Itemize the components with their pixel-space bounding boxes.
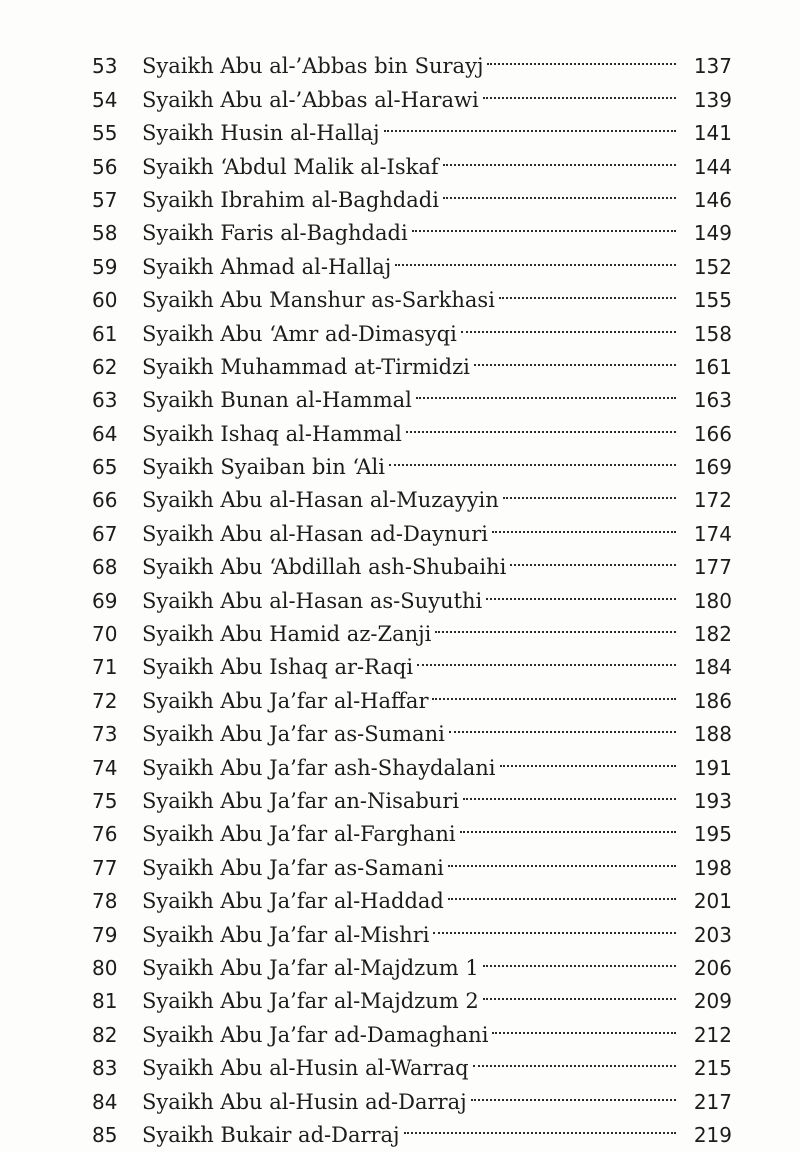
entry-number: 54 bbox=[92, 87, 118, 112]
entry-page-number: 149 bbox=[693, 221, 732, 246]
dot-leader bbox=[474, 341, 676, 374]
entry-page-number: 195 bbox=[693, 822, 732, 847]
entry-page-number: 169 bbox=[693, 455, 732, 480]
entry-title: Syaikh Abu Hamid az-Zanji bbox=[142, 622, 432, 647]
entry-title: Syaikh Abu al-’Abbas al-Harawi bbox=[142, 87, 479, 112]
entry-page-number: 191 bbox=[693, 755, 732, 780]
entry-page-number: 215 bbox=[693, 1056, 732, 1081]
entry-title: Syaikh Faris al-Baghdadi bbox=[142, 221, 408, 246]
entry-number: 69 bbox=[92, 588, 118, 613]
dot-leader bbox=[448, 841, 676, 874]
entry-page-number: 182 bbox=[693, 622, 732, 647]
entry-number: 62 bbox=[92, 354, 118, 379]
dot-leader bbox=[483, 942, 676, 975]
entry-number: 85 bbox=[92, 1122, 118, 1147]
dot-leader bbox=[486, 574, 676, 607]
entry-number: 59 bbox=[92, 254, 118, 279]
dot-leader bbox=[384, 107, 676, 140]
dot-leader bbox=[503, 474, 676, 507]
entry-page-number: 180 bbox=[693, 588, 732, 613]
entry-title: Syaikh Ishaq al-Hammal bbox=[142, 421, 402, 446]
dot-leader bbox=[416, 374, 676, 407]
entry-title: Syaikh Abu Ja’far al-Majdzum 2 bbox=[142, 989, 479, 1014]
entry-title: Syaikh Abu ‘Abdillah ash-Shubaihi bbox=[142, 555, 507, 580]
dot-leader bbox=[389, 441, 676, 474]
entry-page-number: 158 bbox=[693, 321, 732, 346]
entry-title: Syaikh Abu Ja’far an-Nisaburi bbox=[142, 788, 460, 813]
entry-page-number: 139 bbox=[693, 87, 732, 112]
entry-title: Syaikh Abu Ja’far al-Majdzum 1 bbox=[142, 955, 479, 980]
entry-page-number: 166 bbox=[693, 421, 732, 446]
entry-title: Syaikh Abu Ja’far as-Sumani bbox=[142, 722, 445, 747]
entry-number: 70 bbox=[92, 622, 118, 647]
entry-title: Syaikh Ibrahim al-Baghdadi bbox=[142, 187, 439, 212]
toc-entry bbox=[92, 40, 732, 79]
entry-page-number: 141 bbox=[693, 121, 732, 146]
dot-leader bbox=[473, 1042, 676, 1075]
entry-page-number: 219 bbox=[693, 1122, 732, 1147]
entry-title: Syaikh Abu al-’Abbas bin Surayj bbox=[142, 54, 484, 79]
entry-page-number: 188 bbox=[693, 722, 732, 747]
entry-number: 72 bbox=[92, 688, 118, 713]
dot-leader bbox=[448, 875, 676, 908]
dot-leader bbox=[483, 73, 676, 106]
dot-leader bbox=[463, 775, 676, 808]
entry-page-number: 155 bbox=[693, 288, 732, 313]
entry-page-number: 161 bbox=[693, 354, 732, 379]
entry-page-number: 206 bbox=[693, 955, 732, 980]
entry-page-number: 184 bbox=[693, 655, 732, 680]
entry-number: 77 bbox=[92, 855, 118, 880]
entry-page-number: 137 bbox=[693, 54, 732, 79]
dot-leader bbox=[461, 307, 676, 340]
entry-title: Syaikh Abu al-Husin al-Warraq bbox=[142, 1056, 469, 1081]
dot-leader bbox=[510, 541, 676, 574]
dot-leader bbox=[449, 708, 676, 741]
dot-leader bbox=[471, 1075, 676, 1108]
entry-title: Syaikh Muhammad at-Tirmidzi bbox=[142, 354, 470, 379]
entry-title: Syaikh Abu al-Hasan al-Muzayyin bbox=[142, 488, 499, 513]
entry-title: Syaikh Husin al-Hallaj bbox=[142, 121, 380, 146]
entry-page-number: 174 bbox=[693, 521, 732, 546]
entry-number: 56 bbox=[92, 154, 118, 179]
entry-number: 82 bbox=[92, 1022, 118, 1047]
entry-page-number: 209 bbox=[693, 989, 732, 1014]
entry-number: 84 bbox=[92, 1089, 118, 1114]
entry-number: 78 bbox=[92, 889, 118, 914]
entry-page-number: 193 bbox=[693, 788, 732, 813]
entry-title: Syaikh Abu Ishaq ar-Raqi bbox=[142, 655, 414, 680]
entry-number: 74 bbox=[92, 755, 118, 780]
entry-title: Syaikh Abu ‘Amr ad-Dimasyqi bbox=[142, 321, 457, 346]
entry-title: Syaikh Ahmad al-Hallaj bbox=[142, 254, 392, 279]
entry-number: 57 bbox=[92, 187, 118, 212]
entry-number: 63 bbox=[92, 388, 118, 413]
entry-page-number: 177 bbox=[693, 555, 732, 580]
dot-leader bbox=[406, 407, 676, 440]
dot-leader bbox=[492, 507, 676, 540]
entry-page-number: 144 bbox=[693, 154, 732, 179]
dot-leader bbox=[432, 674, 676, 707]
entry-number: 61 bbox=[92, 321, 118, 346]
entry-page-number: 186 bbox=[693, 688, 732, 713]
entry-number: 83 bbox=[92, 1056, 118, 1081]
entry-title: Syaikh Abu Ja’far al-Farghani bbox=[142, 822, 456, 847]
entry-number: 75 bbox=[92, 788, 118, 813]
entry-page-number: 198 bbox=[693, 855, 732, 880]
entry-number: 67 bbox=[92, 521, 118, 546]
entry-number: 80 bbox=[92, 955, 118, 980]
dot-leader bbox=[492, 1008, 676, 1041]
dot-leader bbox=[460, 808, 676, 841]
entry-title: Syaikh Abu Ja’far al-Haddad bbox=[142, 889, 444, 914]
entry-title: Syaikh Abu al-Husin ad-Darraj bbox=[142, 1089, 467, 1114]
dot-leader bbox=[435, 608, 676, 641]
entry-page-number: 217 bbox=[693, 1089, 732, 1114]
table-of-contents bbox=[92, 40, 732, 1147]
entry-number: 53 bbox=[92, 54, 118, 79]
entry-number: 66 bbox=[92, 488, 118, 513]
dot-leader bbox=[412, 207, 676, 240]
entry-page-number: 172 bbox=[693, 488, 732, 513]
entry-title: Syaikh Abu Manshur as-Sarkhasi bbox=[142, 288, 495, 313]
entry-number: 71 bbox=[92, 655, 118, 680]
entry-page-number: 201 bbox=[693, 889, 732, 914]
entry-number: 81 bbox=[92, 989, 118, 1014]
entry-page-number: 146 bbox=[693, 187, 732, 212]
entry-title: Syaikh Syaiban bin ‘Ali bbox=[142, 455, 385, 480]
dot-leader bbox=[417, 641, 676, 674]
dot-leader bbox=[443, 174, 676, 207]
entry-page-number: 163 bbox=[693, 388, 732, 413]
dot-leader bbox=[395, 240, 676, 273]
entry-number: 68 bbox=[92, 555, 118, 580]
entry-title: Syaikh Abu Ja’far al-Mishri bbox=[142, 922, 430, 947]
entry-number: 79 bbox=[92, 922, 118, 947]
dot-leader bbox=[487, 40, 676, 73]
entry-number: 58 bbox=[92, 221, 118, 246]
entry-title: Syaikh Abu Ja’far ash-Shaydalani bbox=[142, 755, 496, 780]
dot-leader bbox=[433, 908, 676, 941]
dot-leader bbox=[500, 741, 677, 774]
entry-page-number: 152 bbox=[693, 254, 732, 279]
entry-title: Syaikh Abu al-Hasan ad-Daynuri bbox=[142, 521, 488, 546]
entry-number: 60 bbox=[92, 288, 118, 313]
entry-title: Syaikh Abu Ja’far al-Haffar bbox=[142, 688, 429, 713]
dot-leader bbox=[443, 140, 676, 173]
entry-title: Syaikh Abu Ja’far as-Samani bbox=[142, 855, 444, 880]
entry-title: Syaikh Abu Ja’far ad-Damaghani bbox=[142, 1022, 489, 1047]
entry-number: 55 bbox=[92, 121, 118, 146]
entry-page-number: 203 bbox=[693, 922, 732, 947]
dot-leader bbox=[499, 274, 676, 307]
entry-title: Syaikh Abu al-Hasan as-Suyuthi bbox=[142, 588, 483, 613]
dot-leader bbox=[483, 975, 676, 1008]
entry-page-number: 212 bbox=[693, 1022, 732, 1047]
entry-number: 76 bbox=[92, 822, 118, 847]
dot-leader bbox=[404, 1109, 676, 1142]
entry-title: Syaikh Bukair ad-Darraj bbox=[142, 1122, 400, 1147]
entry-title: Syaikh ‘Abdul Malik al-Iskaf bbox=[142, 154, 439, 179]
entry-title: Syaikh Bunan al-Hammal bbox=[142, 388, 412, 413]
entry-number: 65 bbox=[92, 455, 118, 480]
entry-number: 64 bbox=[92, 421, 118, 446]
entry-number: 73 bbox=[92, 722, 118, 747]
